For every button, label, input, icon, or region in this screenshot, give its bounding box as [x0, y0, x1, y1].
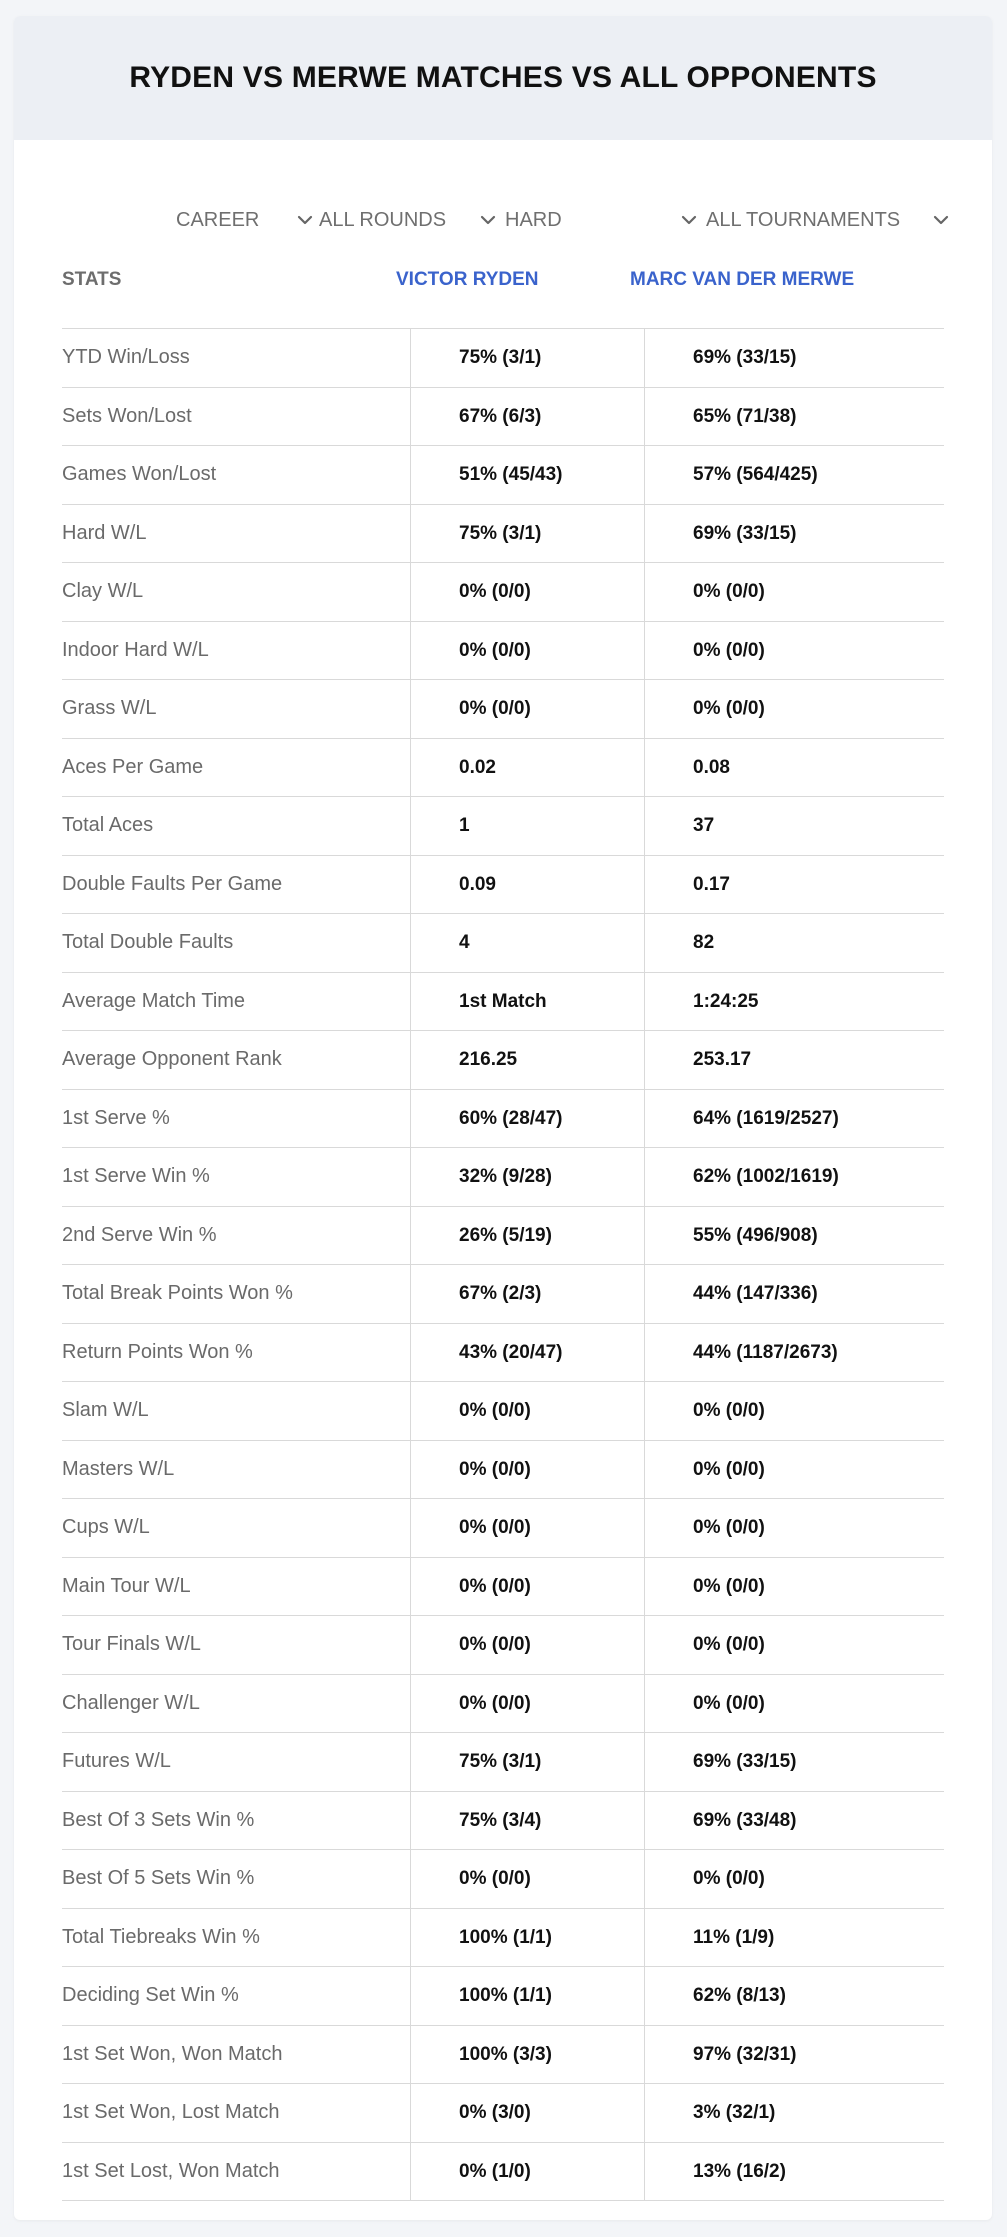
surface-select[interactable] — [505, 190, 698, 250]
column-divider — [410, 797, 411, 855]
chevron-down-icon — [479, 211, 497, 229]
stat-label: Total Break Points Won % — [62, 1282, 293, 1304]
column-divider — [644, 797, 645, 855]
table-row — [62, 1675, 944, 1734]
player2-value: 0% (0/0) — [693, 1868, 765, 1889]
player2-value: 69% (33/48) — [693, 1809, 797, 1831]
player2-value: 1:24:25 — [693, 990, 759, 1012]
player1-value: 1 — [459, 815, 470, 836]
tournaments-select[interactable] — [706, 190, 950, 250]
column-divider — [410, 680, 411, 738]
player1-value: 0% (0/0) — [459, 581, 531, 602]
player1-value: 75% (3/1) — [459, 522, 542, 544]
player2-value: 69% (33/15) — [693, 522, 797, 544]
column-divider — [644, 2026, 645, 2084]
player1-value: 100% (3/3) — [459, 2043, 552, 2065]
player1-value: 0% (0/0) — [459, 698, 531, 719]
player1-value: 0% (1/0) — [459, 2160, 531, 2182]
column-divider — [644, 1441, 645, 1499]
column-divider — [410, 329, 411, 387]
chevron-down-icon — [932, 211, 950, 229]
column-divider — [644, 1558, 645, 1616]
page-title: RYDEN VS MERWE MATCHES VS ALL OPPONENTS — [129, 61, 877, 94]
stat-label: Total Double Faults — [62, 931, 234, 953]
player2-value: 0.08 — [693, 756, 730, 778]
player1-value: 67% (6/3) — [459, 405, 542, 427]
column-divider — [410, 1441, 411, 1499]
stat-label: Aces Per Game — [62, 755, 204, 778]
stat-label: Slam W/L — [62, 1399, 149, 1421]
player2-value: 62% (1002/1619) — [693, 1166, 839, 1187]
column-divider — [410, 1499, 411, 1557]
table-row — [62, 622, 944, 681]
table-row — [62, 2026, 944, 2085]
stat-label: Average Match Time — [62, 989, 246, 1012]
stat-label: Cups W/L — [62, 1516, 150, 1538]
column-divider — [644, 563, 645, 621]
stat-label: Main Tour W/L — [62, 1574, 191, 1597]
player2-value: 62% (8/13) — [693, 1985, 786, 2006]
tournaments-select-label: ALL TOURNAMENTS — [706, 208, 901, 231]
player2-value: 253.17 — [693, 1049, 752, 1070]
table-row — [62, 1148, 944, 1207]
column-divider — [410, 1207, 411, 1265]
player2-value: 0% (0/0) — [693, 581, 765, 602]
table-row — [62, 1616, 944, 1675]
column-divider — [644, 1675, 645, 1733]
player1-value: 0% (0/0) — [459, 1575, 531, 1597]
stat-label: 1st Serve % — [62, 1106, 170, 1129]
player2-value: 13% (16/2) — [693, 2160, 786, 2182]
player2-value: 65% (71/38) — [693, 405, 797, 427]
column-divider — [410, 563, 411, 621]
player1-value: 51% (45/43) — [459, 464, 563, 485]
column-divider — [644, 446, 645, 504]
stat-label: Return Points Won % — [62, 1340, 253, 1363]
player1-value: 67% (2/3) — [459, 1283, 542, 1304]
stat-label: Hard W/L — [62, 521, 147, 544]
column-divider — [410, 2143, 411, 2201]
player1-value: 60% (28/47) — [459, 1107, 563, 1129]
stat-label: Best Of 5 Sets Win % — [62, 1867, 255, 1889]
player2-value: 0% (0/0) — [693, 1634, 765, 1655]
table-row — [62, 973, 944, 1032]
table-row — [62, 856, 944, 915]
column-divider — [644, 1850, 645, 1908]
table-row — [62, 1090, 944, 1149]
table-row — [62, 1031, 944, 1090]
stat-label: Deciding Set Win % — [62, 1984, 239, 2006]
player1-value: 100% (1/1) — [459, 1926, 552, 1948]
table-row — [62, 1967, 944, 2026]
column-divider — [644, 1324, 645, 1382]
stats-column-header: STATS — [62, 269, 122, 290]
player1-value: 0% (3/0) — [459, 2102, 531, 2123]
player1-value: 26% (5/19) — [459, 1224, 552, 1246]
column-divider — [410, 914, 411, 972]
column-divider — [644, 1382, 645, 1440]
table-row — [62, 1850, 944, 1909]
column-divider — [410, 856, 411, 914]
column-divider — [410, 1382, 411, 1440]
column-divider — [644, 388, 645, 446]
filter-bar — [14, 190, 992, 250]
player1-value: 0% (0/0) — [459, 1517, 531, 1538]
period-select-label: CAREER — [176, 208, 260, 231]
column-divider — [410, 505, 411, 563]
table-row — [62, 505, 944, 564]
player2-value: 0% (0/0) — [693, 698, 765, 719]
stat-label: 2nd Serve Win % — [62, 1223, 217, 1246]
column-divider — [644, 914, 645, 972]
player1-value: 0.09 — [459, 873, 496, 895]
stats-card — [14, 16, 992, 2220]
table-row — [62, 446, 944, 505]
column-divider — [410, 1090, 411, 1148]
column-divider — [410, 1733, 411, 1791]
table-row — [62, 2143, 944, 2202]
column-divider — [410, 1324, 411, 1382]
stat-label: Average Opponent Rank — [62, 1048, 282, 1070]
table-row — [62, 1909, 944, 1968]
player2-value: 0% (0/0) — [693, 1400, 765, 1421]
column-divider — [644, 739, 645, 797]
stat-label: Games Won/Lost — [62, 463, 217, 485]
stat-label: Indoor Hard W/L — [62, 638, 209, 661]
surface-select-label: HARD — [505, 208, 562, 231]
player2-value: 0% (0/0) — [693, 1517, 765, 1538]
player2-value: 44% (147/336) — [693, 1283, 818, 1304]
column-divider — [410, 1850, 411, 1908]
player1-value: 4 — [459, 932, 470, 953]
table-header — [62, 250, 944, 329]
table-row — [62, 1792, 944, 1851]
player1-value: 0% (0/0) — [459, 1400, 531, 1421]
player1-value: 1st Match — [459, 990, 547, 1012]
player2-value: 3% (32/1) — [693, 2102, 776, 2123]
column-divider — [644, 1733, 645, 1791]
column-divider — [644, 2084, 645, 2142]
chevron-down-icon — [680, 211, 698, 229]
column-divider — [410, 1148, 411, 1206]
stat-label: Masters W/L — [62, 1457, 175, 1480]
table-row — [62, 388, 944, 447]
column-divider — [644, 973, 645, 1031]
stat-label: Grass W/L — [62, 697, 157, 719]
player2-value: 97% (32/31) — [693, 2043, 797, 2065]
player1-value: 216.25 — [459, 1049, 518, 1070]
column-divider — [644, 1616, 645, 1674]
table-row — [62, 1265, 944, 1324]
player2-value: 64% (1619/2527) — [693, 1107, 839, 1129]
stat-label: Tour Finals W/L — [62, 1633, 201, 1655]
column-divider — [410, 1967, 411, 2025]
player2-value: 0% (0/0) — [693, 1692, 765, 1714]
player2-value: 0% (0/0) — [693, 639, 765, 661]
column-divider — [410, 2084, 411, 2142]
column-divider — [410, 739, 411, 797]
column-divider — [410, 388, 411, 446]
table-row — [62, 1558, 944, 1617]
table-row — [62, 680, 944, 739]
player2-value: 0.17 — [693, 873, 730, 895]
period-select[interactable] — [176, 190, 314, 250]
stat-label: Challenger W/L — [62, 1691, 200, 1714]
stat-label: Total Aces — [62, 814, 154, 836]
player2-value: 69% (33/15) — [693, 347, 797, 368]
player1-value: 0% (0/0) — [459, 1634, 531, 1655]
table-row — [62, 1324, 944, 1383]
column-divider — [410, 1675, 411, 1733]
column-divider — [644, 2143, 645, 2201]
player1-value: 0.02 — [459, 756, 496, 778]
table-row — [62, 1733, 944, 1792]
column-divider — [644, 1031, 645, 1089]
stat-label: Clay W/L — [62, 580, 144, 602]
stat-label: YTD Win/Loss — [62, 346, 190, 368]
player1-value: 75% (3/1) — [459, 1751, 542, 1772]
column-divider — [410, 446, 411, 504]
player1-value: 32% (9/28) — [459, 1166, 552, 1187]
chevron-down-icon — [296, 211, 314, 229]
table-row — [62, 914, 944, 973]
table-row — [62, 1499, 944, 1558]
column-divider — [644, 1499, 645, 1557]
player1-value: 0% (0/0) — [459, 1458, 531, 1480]
player1-value: 100% (1/1) — [459, 1985, 552, 2006]
table-row — [62, 1441, 944, 1500]
stat-label: 1st Set Won, Lost Match — [62, 2101, 280, 2123]
stats-table — [62, 250, 944, 2201]
player2-value: 0% (0/0) — [693, 1575, 765, 1597]
column-divider — [644, 1909, 645, 1967]
stat-label: Sets Won/Lost — [62, 404, 192, 427]
player2-value: 37 — [693, 815, 715, 836]
column-divider — [644, 329, 645, 387]
player2-link[interactable]: MARC VAN DER MERWE — [630, 269, 855, 290]
rounds-select[interactable] — [319, 190, 497, 250]
column-divider — [644, 1265, 645, 1323]
player1-link[interactable]: VICTOR RYDEN — [396, 269, 539, 290]
column-divider — [644, 1967, 645, 2025]
table-row — [62, 329, 944, 388]
table-row — [62, 797, 944, 856]
column-divider — [644, 856, 645, 914]
column-divider — [644, 1207, 645, 1265]
column-divider — [410, 1558, 411, 1616]
player2-value: 11% (1/9) — [693, 1926, 775, 1948]
player1-value: 0% (0/0) — [459, 1868, 531, 1889]
column-divider — [644, 622, 645, 680]
player2-value: 55% (496/908) — [693, 1224, 818, 1246]
player2-value: 82 — [693, 932, 715, 953]
stat-label: Futures W/L — [62, 1750, 171, 1772]
player1-value: 43% (20/47) — [459, 1341, 563, 1363]
stat-label: 1st Set Won, Won Match — [62, 2042, 283, 2065]
table-row — [62, 1382, 944, 1441]
player1-value: 0% (0/0) — [459, 639, 531, 661]
column-divider — [644, 680, 645, 738]
stat-label: 1st Serve Win % — [62, 1165, 210, 1187]
table-row — [62, 563, 944, 622]
table-row — [62, 2084, 944, 2143]
column-divider — [410, 1616, 411, 1674]
player2-value: 69% (33/15) — [693, 1751, 797, 1772]
table-row — [62, 1207, 944, 1266]
column-divider — [410, 1909, 411, 1967]
column-divider — [410, 1792, 411, 1850]
rounds-select-label: ALL ROUNDS — [319, 208, 447, 231]
table-body — [62, 329, 944, 2201]
column-divider — [644, 505, 645, 563]
stat-label: 1st Set Lost, Won Match — [62, 2159, 280, 2182]
player1-value: 0% (0/0) — [459, 1692, 531, 1714]
column-divider — [410, 1031, 411, 1089]
column-divider — [410, 2026, 411, 2084]
player2-value: 0% (0/0) — [693, 1458, 765, 1480]
column-divider — [644, 1148, 645, 1206]
player2-value: 44% (1187/2673) — [693, 1341, 838, 1363]
column-divider — [644, 1792, 645, 1850]
column-divider — [644, 1090, 645, 1148]
column-divider — [410, 973, 411, 1031]
stat-label: Total Tiebreaks Win % — [62, 1925, 260, 1948]
player1-value: 75% (3/1) — [459, 347, 542, 368]
table-row — [62, 739, 944, 798]
column-divider — [410, 1265, 411, 1323]
player1-value: 75% (3/4) — [459, 1809, 542, 1831]
column-divider — [410, 622, 411, 680]
player2-value: 57% (564/425) — [693, 464, 818, 485]
stat-label: Best Of 3 Sets Win % — [62, 1808, 255, 1831]
stat-label: Double Faults Per Game — [62, 872, 283, 895]
card-header — [14, 16, 992, 140]
